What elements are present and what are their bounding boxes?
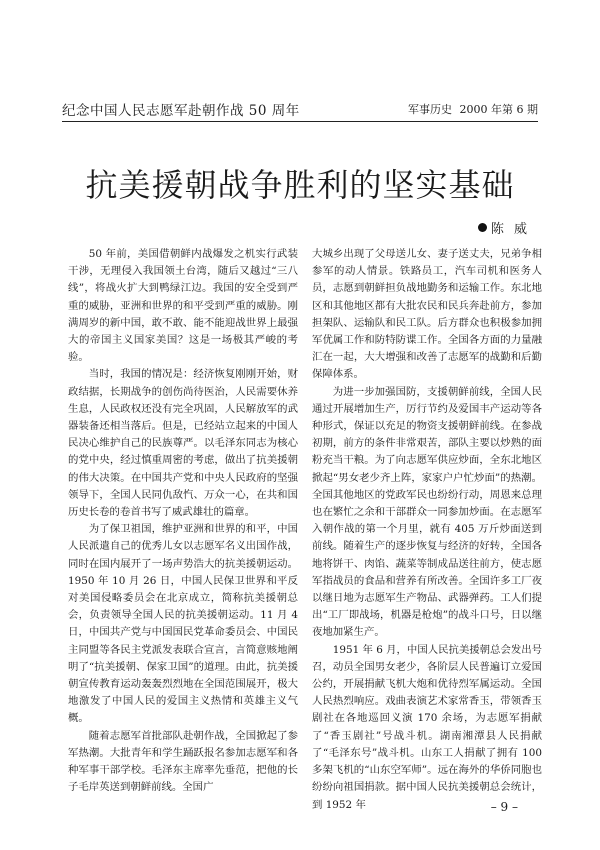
page-number: – 9 – [490,800,518,814]
paragraph: 为进一步加强国防，支援朝鲜前线，全国人民通过开展增加生产，厉行节约及爱国丰产运动等各种形式，保证以充足的物资支援朝鲜前线。在参战初期，前方的条件非常艰苦，部队主要以炒熟的面粉充当干粮。为了向志愿军供应炒面，全东北地区掀起“男女老少齐上阵，家家户户忙炒面”的热潮。全国其他地区的党政军民也纷纷行动，周恩来总理也在繁忙之余和干部群众一同参加炒面。在志愿军入朝作战的第一个月里，就有 405 万斤炒面送到前线。随着生产的逐步恢复与经济的好转，全国各地将饼干、肉馅、蔬菜等制成品送往前方，使志愿军指战员的食品和营养有所改善。全国许多工厂夜以继日地为志愿军生产物品、武器弹药。工人们提出“工厂即战场，机器是枪炮”的战斗口号，日以继夜地加紧生产。 [312,385,542,639]
article-title: 抗美援朝战争胜利的坚实基础 [85,166,515,204]
bullet-icon [478,223,487,232]
paragraph: 1951 年 6 月，中国人民抗美援朝总会发出号召，动员全国男女老少，各阶层人民普遍订立爱国公约，开展捐献飞机大炮和优待烈军属运动。全国人民热烈响应。戏曲表演艺术家常香玉，带领香玉剧社在各地巡回义演 170 余场，为志愿军捐献了“香玉剧社”号战斗机。湖南湘潭县人民捐献了“毛泽东号”战斗机。山东工人捐献了拥有 100 多架飞机的“山东空军师”。远在海外的华侨同胞也纷纷向祖国捐款。据中国人民抗美援朝总会统计，到 1952 年 [312,643,543,811]
journal-name: 军事历史 [408,103,453,116]
issue-number: 2000 年第 6 期 [459,103,538,116]
running-header [62,97,538,122]
paragraph: 当时，我国的情况是：经济恢复刚刚开始，财政结据，长期战争的创伤尚待医治，人民需要休养生息，人民政权还没有完全巩固，人民解放军的武器装备还相当落后。但是，已经站立起来的中国人民决心维护自己的民族尊严。以毛泽东同志为核心的党中央，经过慎重周密的考虑，做出了抗美援朝的伟大决策。在中国共产党和中央人民政府的坚强领导下，全国人民同仇敌忾、万众一心，在共和国历史长卷的卷首书写了威武雄壮的篇章。 [68,368,298,519]
paragraph: 随着志愿军首批部队赴朝作战，全国掀起了参军热潮。大批青年和学生踊跃报名参加志愿军和各种军事干部学校。毛泽东主席率先垂范，把他的长子毛岸英送到朝鲜前线。全国广 [68,729,298,794]
author-name: 陈 威 [490,222,530,237]
paragraph-continuation: 大城乡出现了父母送儿女、妻子送丈夫，兄弟争相参军的动人情景。铁路员工，汽车司机和医务人员，志愿到朝鲜担负战地勤务和运输工作。东北地区和其他地区都有大批农民和民兵奔赴前方，参加担架队、运输队和民工队。后方群众也积极参加拥军优属工作和防特防谍工作。全国各方面的力量融汇在一起，大大增强和改善了志愿军的战勤和后勤保障体系。 [312,248,542,381]
paragraph: 50 年前，美国借朝鲜内战爆发之机实行武装干涉，无理侵入我国领土台湾，随后又越过“三八线”，将战火扩大到鸭绿江边。我国的安全受到严重的威胁，亚洲和世界的和平受到严重的威胁。刚满周岁的新中国，敢不敢、能不能迎战世界上最强大的帝国主义国家美国？这是一场极其严峻的考验。 [68,248,298,364]
right-column [312,246,543,811]
left-column [68,246,298,794]
journal-info [404,101,538,117]
series-title: 纪念中国人民志愿军赴朝作战 50 周年 [62,103,300,119]
paragraph: 为了保卫祖国，维护亚洲和世界的和平，中国人民派遣自己的优秀儿女以志愿军名义出国作战，同时在国内展开了一场声势浩大的抗美援朝运动。1950 年 10 月 26 日，中国人民保卫世界和平反对美国侵略委员会在北京成立，简称抗美援朝总会，负责领导全国人民的抗美援朝运动。11 月 4 日，中国共产党与中国国民党革命委员会、中国民主同盟等各民主党派发表联合宣言，言简意赅地阐明了“抗美援朝、保家卫国”的道理。由此，抗美援朝宣传教育运动轰轰烈烈地在全国范围展开，极大地激发了中国人民的爱国主义热情和英雄主义气概。 [68,523,298,725]
byline [478,218,530,237]
